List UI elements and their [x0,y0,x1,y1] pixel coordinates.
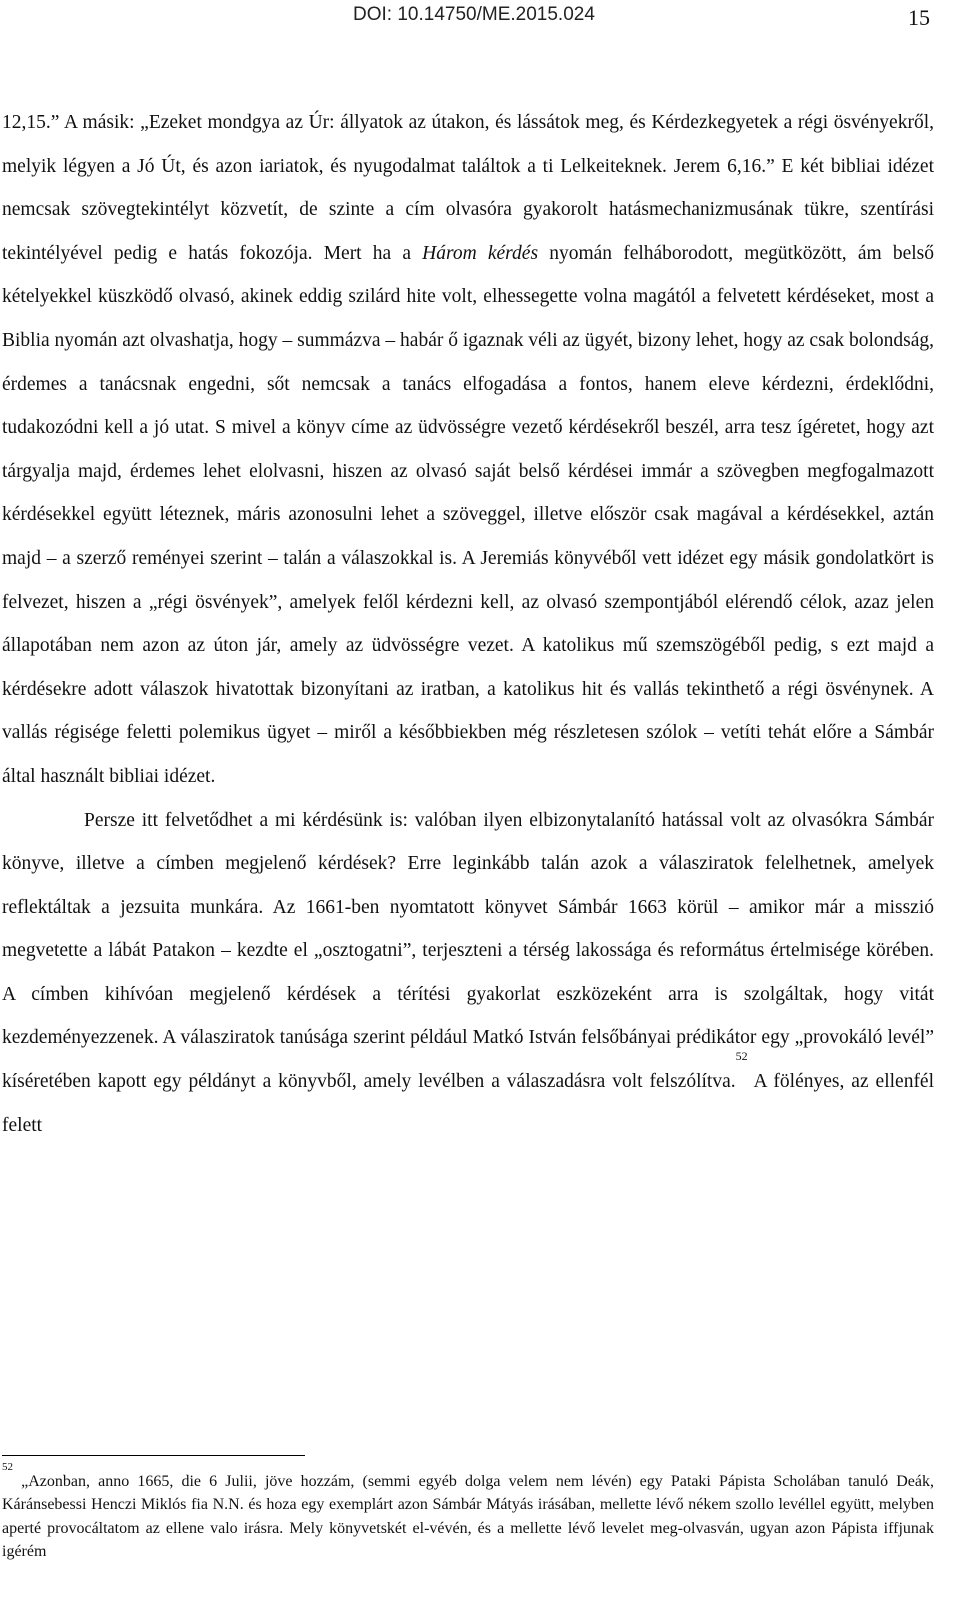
page-number: 15 [908,5,930,30]
paragraph-2-text-b: A fölényes, az ellenfél felett [2,1071,935,1136]
footnote [2,1461,934,1564]
footnotes [2,1461,934,1564]
paragraph-2 [2,799,934,1148]
footnote-reference[interactable]: 52 [735,1049,748,1064]
footnote-divider [2,1455,305,1456]
paragraph-1-text-a: 12,15.” A másik: „Ezeket mondgya az Úr: állyatok az útakon, és lássátok meg, és Kérdezkegyetek a régi ösvényekről, melyik légyen a Jó Út, és azon iariatok, és nyugodalmat találtok a ti Lelkeiteknek. Jerem 6,16.” E két bibliai idézet nemcsak szövegtekintélyt közvetít, de szinte a cím olvasóra gyakorolt hatásmechanizmusának tükre, szentírási tekintélyével pedig e hatás fokozója. Mert ha a [2,112,934,264]
paragraph-1-text-c: nyomán felháborodott, megütközött, ám belső kételyekkel küszködő olvasó, akinek eddig szilárd hite volt, elhessegette volna magától a felvetett kérdéseket, most a Biblia nyomán azt olvashatja, hogy – summázva – habár ő igaznak véli az ügyét, bizony lehet, hogy az csak bolondság, érdemes a tanácsnak engedni, sőt nemcsak a tanács elfogadása a fontos, hanem eleve kérdezni, érdeklődni, tudakozódni kell a jó utat. S mivel a könyv címe az üdvösségre vezető kérdésekről beszél, arra tesz ígéretet, hogy azt tárgyalja majd, érdemes lehet elolvasni, hiszen az olvasó saját belső kérdései immár a szövegben megfogalmazott kérdésekkel együtt léteznek, máris azonosulni lehet a szöveggel, illetve először csak magával a kérdésekkel, aztán majd – a szerző reményei szerint – talán a válaszokkal is. A Jeremiás könyvéből vett idézet egy másik gondolatkört is felvezet, hiszen a „régi ösvények”, amelyek felől kérdezni kell, az olvasó szempontjából elérendő célok, azaz jelen állapotában nem azon az úton jár, amely az üdvösségre vezet. A katolikus mű szemszögéből pedig, s ezt majd a kérdésekre adott válaszok hivatottak bizonyítani az iratban, a katolikus hit és vallás tekinthető a régi ösvénynek. A vallás régisége feletti polemikus ügyet – miről a későbbiekben még részletesen szólok – vetíti tehát előre a Sámbár által használt bibliai idézet. [2,242,934,787]
footnote-text: „Azonban, anno 1665, die 6 Julii, jöve hozzám, (semmi egyéb dolga velem nem lévén) egy Pataki Pápista Scholában tanuló Deák, Káránsebessi Henczi Miklós fia N.N. és hoza egy exemplárt azon Sámbár Mátyás irásában, mellette lévő nékem szollo levéllel együtt, melyben aperté provocáltatom az ellene valo irásra. Mely könyvetskét el-vévén, és a mellette lévő levelet meg-olvasván, ugyan azon Pápista iffjunak igérém [2,1473,934,1561]
paragraph-2-text-a: Persze itt felvetődhet a mi kérdésünk is: valóban ilyen elbizonytalanító hatással volt az olvasókra Sámbár könyve, illetve a címben megjelenő kérdések? Erre leginkább talán azok a válasziratok felelhetnek, amelyek reflektáltak a jezsuita munkára. Az 1661-ben nyomtatott könyvet Sámbár 1663 körül – amikor már a misszió megvetette a lábát Patakon – kezdte el „osztogatni”, terjeszteni a térség lakossága és református értelmisége körében. A címben kihívóan megjelenő kérdések a térítési gyakorlat eszközeként arra is szolgáltak, hogy vitát kezdeményezzenek. A válasziratok tanúsága szerint például Matkó István felsőbányai prédikátor egy „provokáló levél” kíséretében kapott egy példányt a könyvből, amely levélben a válaszadásra volt felszólítva. [2,809,934,1093]
book-title-italic: Három kérdés [422,242,539,264]
main-text [2,101,934,1147]
paragraph-1 [2,101,934,799]
doi-header: DOI: 10.14750/ME.2015.024 [353,4,595,25]
footnote-number: 52 [2,1461,13,1473]
